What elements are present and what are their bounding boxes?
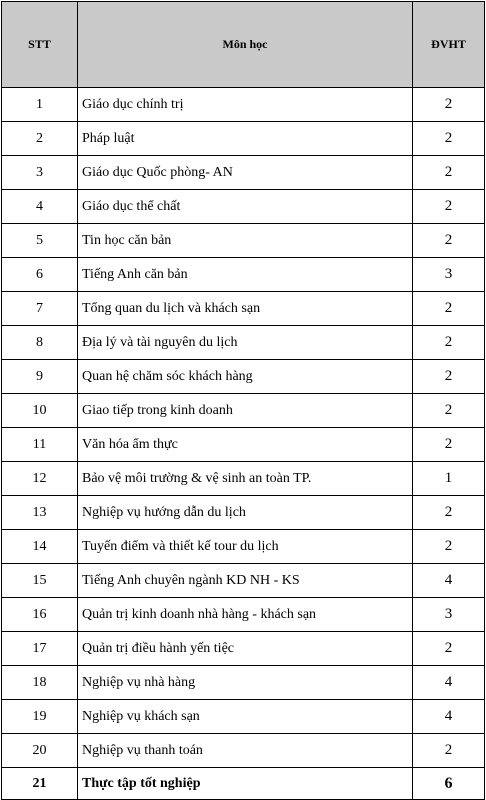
table-row xyxy=(2,564,485,598)
row-stt: 14 xyxy=(2,530,78,564)
row-stt: 15 xyxy=(2,564,78,598)
row-credits: 3 xyxy=(413,598,485,632)
row-stt: 6 xyxy=(2,258,78,292)
row-stt: 7 xyxy=(2,292,78,326)
table-body xyxy=(2,88,485,800)
header-stt: STT xyxy=(2,2,78,88)
row-credits: 2 xyxy=(413,734,485,768)
table-row xyxy=(2,462,485,496)
table-header xyxy=(2,2,485,88)
row-stt: 3 xyxy=(2,156,78,190)
table-row xyxy=(2,258,485,292)
table-row xyxy=(2,666,485,700)
row-stt: 16 xyxy=(2,598,78,632)
row-subject: Tuyến điểm và thiết kế tour du lịch xyxy=(78,530,413,564)
table-row xyxy=(2,190,485,224)
row-credits: 2 xyxy=(413,394,485,428)
table-row xyxy=(2,428,485,462)
row-subject: Quản trị điều hành yến tiệc xyxy=(78,632,413,666)
row-subject: Quan hệ chăm sóc khách hàng xyxy=(78,360,413,394)
row-credits: 2 xyxy=(413,632,485,666)
row-stt: 1 xyxy=(2,88,78,122)
row-credits: 2 xyxy=(413,156,485,190)
row-stt: 10 xyxy=(2,394,78,428)
header-subject: Môn học xyxy=(78,2,413,88)
row-subject: Thực tập tốt nghiệp xyxy=(78,768,413,800)
row-subject: Giao tiếp trong kinh doanh xyxy=(78,394,413,428)
table-row xyxy=(2,360,485,394)
table-row xyxy=(2,768,485,800)
row-credits: 2 xyxy=(413,496,485,530)
row-subject: Tổng quan du lịch và khách sạn xyxy=(78,292,413,326)
row-credits: 3 xyxy=(413,258,485,292)
row-stt: 9 xyxy=(2,360,78,394)
row-stt: 5 xyxy=(2,224,78,258)
curriculum-table xyxy=(1,1,485,800)
table-row xyxy=(2,122,485,156)
table-row xyxy=(2,598,485,632)
row-stt: 11 xyxy=(2,428,78,462)
row-subject: Nghiệp vụ thanh toán xyxy=(78,734,413,768)
table-row xyxy=(2,530,485,564)
table-row xyxy=(2,326,485,360)
row-stt: 19 xyxy=(2,700,78,734)
row-subject: Nghiệp vụ hướng dẫn du lịch xyxy=(78,496,413,530)
row-subject: Nghiệp vụ nhà hàng xyxy=(78,666,413,700)
row-subject: Quản trị kinh doanh nhà hàng - khách sạn xyxy=(78,598,413,632)
row-credits: 2 xyxy=(413,428,485,462)
row-credits: 2 xyxy=(413,190,485,224)
header-credits: ĐVHT xyxy=(413,2,485,88)
table-row xyxy=(2,394,485,428)
table-row xyxy=(2,224,485,258)
row-credits: 2 xyxy=(413,326,485,360)
row-credits: 2 xyxy=(413,122,485,156)
row-credits: 2 xyxy=(413,360,485,394)
table-row xyxy=(2,88,485,122)
row-subject: Địa lý và tài nguyên du lịch xyxy=(78,326,413,360)
row-stt: 8 xyxy=(2,326,78,360)
table-row xyxy=(2,496,485,530)
row-subject: Pháp luật xyxy=(78,122,413,156)
row-credits: 1 xyxy=(413,462,485,496)
row-subject: Tiếng Anh chuyên ngành KD NH - KS xyxy=(78,564,413,598)
row-credits: 6 xyxy=(413,768,485,800)
row-stt: 2 xyxy=(2,122,78,156)
row-credits: 4 xyxy=(413,564,485,598)
row-stt: 17 xyxy=(2,632,78,666)
header-row xyxy=(2,2,485,88)
row-credits: 2 xyxy=(413,530,485,564)
row-credits: 4 xyxy=(413,700,485,734)
table-row xyxy=(2,700,485,734)
row-subject: Nghiệp vụ khách sạn xyxy=(78,700,413,734)
row-stt: 21 xyxy=(2,768,78,800)
row-credits: 2 xyxy=(413,292,485,326)
row-stt: 13 xyxy=(2,496,78,530)
table-row xyxy=(2,156,485,190)
row-stt: 20 xyxy=(2,734,78,768)
row-subject: Tiếng Anh căn bản xyxy=(78,258,413,292)
row-subject: Văn hóa ẩm thực xyxy=(78,428,413,462)
row-subject: Tin học căn bản xyxy=(78,224,413,258)
row-credits: 2 xyxy=(413,224,485,258)
row-subject: Giáo dục Quốc phòng- AN xyxy=(78,156,413,190)
row-stt: 4 xyxy=(2,190,78,224)
table-row xyxy=(2,632,485,666)
table-row xyxy=(2,292,485,326)
table-row xyxy=(2,734,485,768)
row-subject: Giáo dục thể chất xyxy=(78,190,413,224)
row-stt: 18 xyxy=(2,666,78,700)
row-credits: 4 xyxy=(413,666,485,700)
row-credits: 2 xyxy=(413,88,485,122)
row-subject: Bảo vệ môi trường & vệ sinh an toàn TP. xyxy=(78,462,413,496)
row-stt: 12 xyxy=(2,462,78,496)
row-subject: Giáo dục chính trị xyxy=(78,88,413,122)
